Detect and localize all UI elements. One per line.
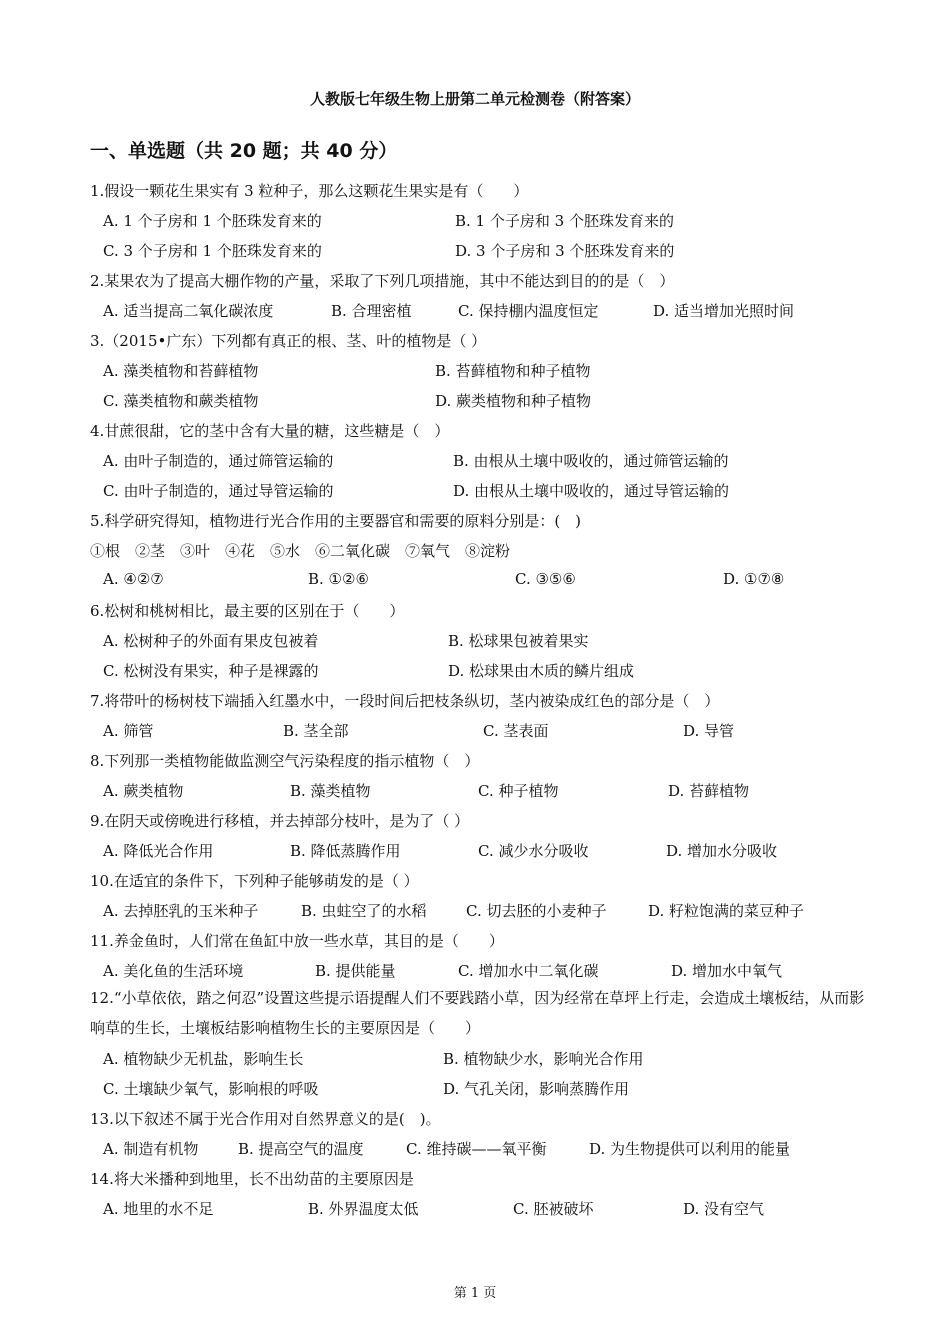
question-9: 9.在阴天或傍晚进行移植，并去掉部分枝叶，是为了（ ） <box>90 812 470 830</box>
option-d: D. 气孔关闭，影响蒸腾作用 <box>443 1080 630 1098</box>
option-c: C. 切去胚的小麦种子 <box>466 902 607 920</box>
option-d: D. 没有空气 <box>683 1200 765 1218</box>
question-12: 12.“小草依依，踏之何忍”设置这些提示语提醒人们不要践踏小草，因为经常在草坪上行走，会造成土壤板结，从而影响草的生长，土壤板结影响植物生长的主要原因是（ ） <box>90 989 865 1037</box>
options-q3-row2 <box>103 390 873 414</box>
options-q7 <box>103 720 873 744</box>
option-c: C. 松树没有果实，种子是裸露的 <box>103 662 319 680</box>
option-c: C. 藻类植物和蕨类植物 <box>103 392 259 410</box>
option-c: C. 种子植物 <box>478 782 559 800</box>
option-b: B. 松球果包被着果实 <box>448 632 589 650</box>
options-q1-row1 <box>103 210 873 234</box>
option-c: C. 保持棚内温度恒定 <box>458 302 599 320</box>
option-c: C. 由叶子制造的，通过导管运输的 <box>103 482 334 500</box>
options-q14 <box>103 1198 873 1222</box>
options-q10 <box>103 900 873 924</box>
question-3: 3.（2015•广东）下列都有真正的根、茎、叶的植物是（ ） <box>90 332 487 350</box>
question-7: 7.将带叶的杨树枝下端插入红墨水中，一段时间后把枝条纵切，茎内被染成红色的部分是（ ） <box>90 692 720 710</box>
question-8: 8.下列那一类植物能做监测空气污染程度的指示植物（ ） <box>90 752 480 770</box>
option-b: B. 虫蛀空了的水稻 <box>301 902 427 920</box>
question-6: 6.松树和桃树相比，最主要的区别在于（ ） <box>90 602 405 620</box>
options-q4-row2 <box>103 480 873 504</box>
option-d: D. 3 个子房和 3 个胚珠发育来的 <box>455 242 675 260</box>
option-a: A. 筛管 <box>103 722 154 740</box>
option-a: A. 植物缺少无机盐，影响生长 <box>103 1050 304 1068</box>
options-q5 <box>103 570 873 594</box>
option-b: B. 藻类植物 <box>290 782 371 800</box>
options-q8 <box>103 780 873 804</box>
option-a: A. 适当提高二氧化碳浓度 <box>103 302 274 320</box>
question-11: 11.养金鱼时，人们常在鱼缸中放一些水草，其目的是（ ） <box>90 932 504 950</box>
option-a: A. 由叶子制造的，通过筛管运输的 <box>103 452 334 470</box>
document-title: 人教版七年级生物上册第二单元检测卷（附答案） <box>309 90 640 108</box>
option-a: A. 松树种子的外面有果皮包被着 <box>103 632 319 650</box>
page-number: 第 1 页 <box>453 1286 497 1301</box>
question-5: 5.科学研究得知，植物进行光合作用的主要器官和需要的原料分别是：( ) <box>90 512 582 530</box>
option-b: B. 1 个子房和 3 个胚珠发育来的 <box>455 212 674 230</box>
question-2: 2.某果农为了提高大棚作物的产量，采取了下列几项措施，其中不能达到目的的是（ ） <box>90 272 675 290</box>
option-b: B. ①②⑥ <box>308 570 369 588</box>
option-d: D. 适当增加光照时间 <box>653 302 795 320</box>
option-b: B. 提高空气的温度 <box>238 1140 364 1158</box>
option-b: B. 苔藓植物和种子植物 <box>435 362 591 380</box>
option-b: B. 由根从土壤中吸收的，通过筛管运输的 <box>453 452 729 470</box>
option-a: A. 藻类植物和苔藓植物 <box>103 362 259 380</box>
option-b: B. 外界温度太低 <box>308 1200 419 1218</box>
option-c: C. 3 个子房和 1 个胚珠发育来的 <box>103 242 322 260</box>
option-d: D. 蕨类植物和种子植物 <box>435 392 592 410</box>
options-q4-row1 <box>103 450 873 474</box>
options-q9 <box>103 840 873 864</box>
option-d: D. 增加水分吸收 <box>666 842 778 860</box>
option-d: D. 籽粒饱满的菜豆种子 <box>648 902 805 920</box>
option-a: A. 降低光合作用 <box>103 842 214 860</box>
option-a: A. 地里的水不足 <box>103 1200 214 1218</box>
question-14: 14.将大米播种到地里，长不出幼苗的主要原因是 <box>90 1170 414 1188</box>
question-10: 10.在适宜的条件下，下列种子能够萌发的是（ ） <box>90 872 419 890</box>
options-q3-row1 <box>103 360 873 384</box>
options-q6-row2 <box>103 660 873 684</box>
options-q13 <box>103 1138 873 1162</box>
option-c: C. 增加水中二氧化碳 <box>458 962 599 980</box>
option-c: C. ③⑤⑥ <box>515 570 576 588</box>
option-d: D. ①⑦⑧ <box>723 570 785 588</box>
options-q2 <box>103 300 873 324</box>
option-a: A. 1 个子房和 1 个胚珠发育来的 <box>103 212 322 230</box>
option-a: A. ④②⑦ <box>103 570 164 588</box>
options-q12-row2 <box>103 1078 873 1102</box>
option-a: A. 蕨类植物 <box>103 782 184 800</box>
option-c: C. 茎表面 <box>483 722 549 740</box>
option-b: B. 提供能量 <box>315 962 396 980</box>
question-13: 13.以下叙述不属于光合作用对自然界意义的是( )。 <box>90 1110 441 1128</box>
option-b: B. 茎全部 <box>283 722 349 740</box>
section-heading: 一、单选题（共 20 题；共 40 分） <box>90 140 398 162</box>
numbered-items: ①根 ②茎 ③叶 ④花 ⑤水 ⑥二氧化碳 ⑦氧气 ⑧淀粉 <box>90 542 511 560</box>
option-d: D. 为生物提供可以利用的能量 <box>589 1140 791 1158</box>
option-a: A. 制造有机物 <box>103 1140 199 1158</box>
option-d: D. 导管 <box>683 722 735 740</box>
option-b: B. 合理密植 <box>331 302 412 320</box>
question-1: 1.假设一颗花生果实有 3 粒种子，那么这颗花生果实是有（ ） <box>90 182 529 200</box>
option-d: D. 增加水中氧气 <box>671 962 783 980</box>
option-c: C. 土壤缺少氧气，影响根的呼吸 <box>103 1080 319 1098</box>
option-c: C. 维持碳——氧平衡 <box>406 1140 547 1158</box>
option-a: A. 美化鱼的生活环境 <box>103 962 244 980</box>
question-4: 4.甘蔗很甜，它的茎中含有大量的糖，这些糖是（ ） <box>90 422 450 440</box>
option-b: B. 降低蒸腾作用 <box>290 842 401 860</box>
options-q12-row1 <box>103 1048 873 1072</box>
options-q11 <box>103 960 873 984</box>
option-d: D. 松球果由木质的鳞片组成 <box>448 662 635 680</box>
option-b: B. 植物缺少水，影响光合作用 <box>443 1050 644 1068</box>
option-c: C. 胚被破坏 <box>513 1200 594 1218</box>
option-c: C. 减少水分吸收 <box>478 842 589 860</box>
option-d: D. 由根从土壤中吸收的，通过导管运输的 <box>453 482 730 500</box>
option-d: D. 苔藓植物 <box>668 782 750 800</box>
options-q6-row1 <box>103 630 873 654</box>
options-q1-row2 <box>103 240 873 264</box>
option-a: A. 去掉胚乳的玉米种子 <box>103 902 259 920</box>
